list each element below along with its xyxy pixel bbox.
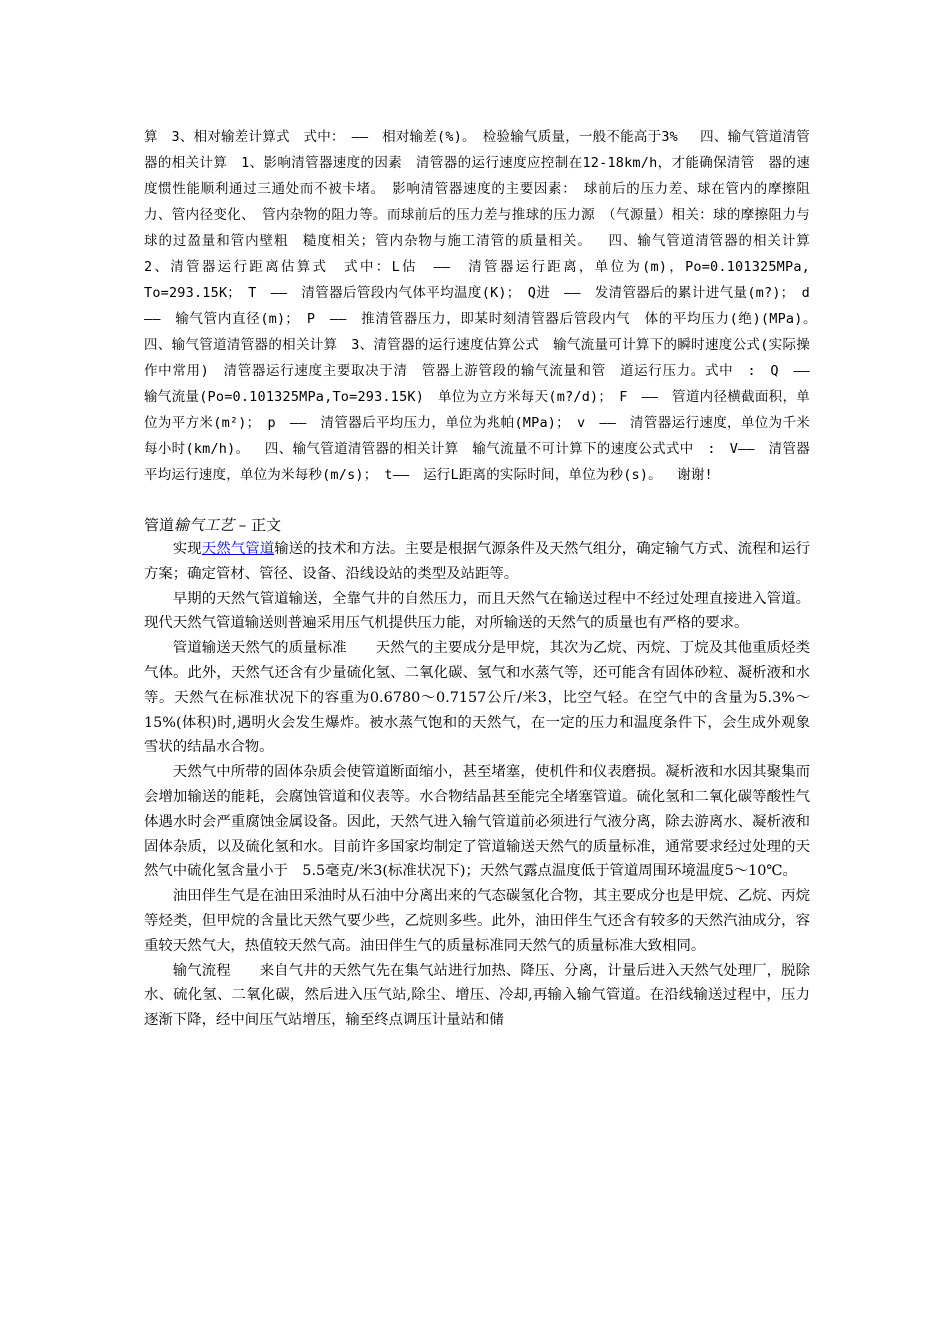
document-page bbox=[144, 124, 833, 1033]
paragraph-gas-flow: 输气流程 来自气井的天然气先在集气站进行加热、降压、分离，计量后进入天然气处理厂，脱除水、硫化氢、二氧化碳，然后进入压气站,除尘、增压、冷却,再输入输气管道。在沿线输送过程中，压力逐渐下降，经中间压气站增压，输至终点调压计量站和储 bbox=[144, 962, 810, 1029]
slide-text-block: 算 3、相对输差计算式 式中： —— 相对输差(%)。 检验输气质量，一般不能高于3% 四、输气管道清管器的相关计算 1、影响清管器速度的因素 清管器的运行速度应控制在12-18km/h，才能确保清管 器的速度惯性能顺利通过三通处而不被卡堵。 影响清管器速度的主要因素： 球前后的压力差、球在管内的摩擦阻力、管内径变化、 管内杂物的阻力等。而球前后的压力差与推球的压力源 （气源量）相关：球的摩擦阻力与球的过盈量和管内壁粗 糙度相关；管内杂物与施工清管的质量相关。 四、输气管道清管器的相关计算 2、清管器运行距离估算式 式中：L估 —— 清管器运行距离，单位为(m)，Po=0.101325MPa, To=293.15K； T —— 清管器后管段内气体平均温度(K)； Q进 —— 发清管器后的累计进气量(m?)； d —— 输气管内直径(m)； P —— 推清管器压力，即某时刻清管器后管段内气 体的平均压力(绝)(MPa)。 四、输气管道清管器的相关计算 3、清管器的运行速度估算公式 输气流量可计算下的瞬时速度公式(实际操作中常用) 清管器运行速度主要取决于清 管器上游管段的输气流量和管 道运行压力。式中 : Q —— 输气流量(Po=0.101325MPa,To=293.15K) 单位为立方米每天(m?/d)； F —— 管道内径横截面积，单位为平方米(m²)； p —— 清管器后平均压力，单位为兆帕(MPa)； v —— 清管器运行速度，单位为千米每小时(km/h)。 四、输气管道清管器的相关计算 输气流量不可计算下的速度公式式中 : V—— 清管器平均运行速度，单位为米每秒(m/s)； t—— 运行L距离的实际时间，单位为秒(s)。 谢谢! bbox=[144, 129, 833, 483]
paragraph-early-transport: 早期的天然气管道输送，全靠气井的自然压力，而且天然气在输送过程中不经过处理直接进入管道。现代天然气管道输送则普遍采用压气机提供压力能，对所输送的天然气的质量也有严格的要求。 bbox=[144, 590, 810, 632]
paragraph-intro-rest: 输送的技术和方法。主要是根据气源条件及天然气组分，确定输气方式、流程和运行方案；确定管材、管径、设备、沿线设站的类型及站距等。 bbox=[144, 541, 810, 582]
section-title-part-1: 管道 bbox=[144, 516, 175, 534]
paragraph-associated-gas: 油田伴生气是在油田采油时从石油中分离出来的气态碳氢化合物，其主要成分也是甲烷、乙烷、丙烷等烃类，但甲烷的含量比天然气要少些，乙烷则多些。此外，油田伴生气还含有较多的天然汽油成分，容重较天然气大，热值较天然气高。油田伴生气的质量标准同天然气的质量标准大致相同。 bbox=[144, 888, 810, 954]
section-title-part-2: 输气工艺 bbox=[174, 516, 235, 534]
paragraph-intro bbox=[144, 537, 810, 587]
natural-gas-pipeline-link[interactable]: 天然气管道 bbox=[201, 541, 275, 557]
paragraph-impurities: 天然气中所带的固体杂质会使管道断面缩小，甚至堵塞，使机件和仪表磨损。凝析液和水因其聚集而会增加输送的能耗，会腐蚀管道和仪表等。水合物结晶甚至能完全堵塞管道。硫化氢和二氧化碳等酸性气体遇水时会严重腐蚀金属设备。因此，天然气进入输气管道前必须进行气液分离，除去游离水、凝析液和固体杂质，以及硫化氢和水。目前许多国家均制定了管道输送天然气的质量标准，通常要求经过处理的天然气中硫化氢含量小于 5.5毫克/米3(标准状况下)；天然气露点温度低于管道周围环境温度5～10℃。 bbox=[144, 764, 810, 880]
paragraph-intro-start: 实现 bbox=[172, 541, 202, 557]
section-title-part-3: – 正文 bbox=[234, 516, 282, 534]
paragraph-quality-standard: 管道输送天然气的质量标准 天然气的主要成分是甲烷，其次为乙烷、丙烷、丁烷及其他重质烃类气体。此外，天然气还含有少量硫化氢、二氧化碳、氢气和水蒸气等，还可能含有固体砂粒、凝析液和水等。天然气在标准状况下的容重为0.6780～0.7157公斤/米3，比空气轻。在空气中的含量为5.3%～15%(体积)时,遇明火会发生爆炸。被水蒸气饱和的天然气，在一定的压力和温度条件下，会生成外观象雪状的结晶水合物。 bbox=[144, 640, 810, 756]
section-title bbox=[144, 513, 810, 537]
